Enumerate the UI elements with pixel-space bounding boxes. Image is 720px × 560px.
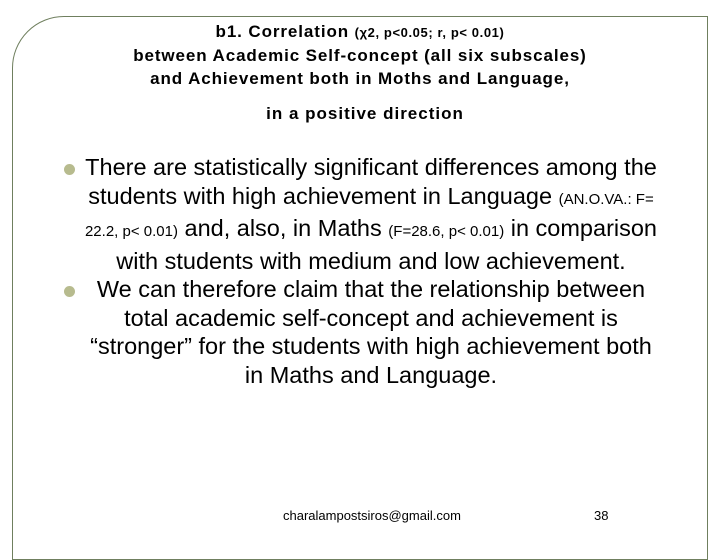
round-bullet-icon [64, 164, 75, 175]
bullet-1-stat-b: (F=28.6, p< 0.01) [388, 223, 505, 240]
title-line-3: and Achievement both in Moths and Language, [150, 69, 570, 88]
slide-content [80, 153, 662, 389]
round-bullet-icon [64, 286, 75, 297]
bullet-1-text-a: There are statistically significant differences among the students with high achievement in Language [85, 154, 657, 209]
title-line-2: between Academic Self-concept (all six subscales) [133, 46, 587, 65]
bullet-1-text-b: and, also, in Maths [177, 215, 389, 241]
title-main: b1. Correlation [215, 22, 350, 41]
slide-title [40, 20, 680, 90]
bullet-1-stat-a: (AN.O.VA.: F= 22.2, p< 0.01) [84, 190, 654, 240]
bullet-item-2 [80, 275, 662, 389]
title-stats: (χ2, p<0.05; r, p< 0.01) [354, 25, 505, 40]
page-number: 38 [594, 508, 609, 523]
footer-email: charalampostsiros@gmail.com [283, 508, 461, 523]
bullet-2-text: We can therefore claim that the relationship between total academic self-concept and achievement is “stronger” for the students with high achievement both in Maths and Language. [90, 276, 652, 388]
bullet-item-1 [80, 153, 662, 275]
slide-subtitle: in a positive direction [266, 104, 464, 123]
title-line-1 [40, 20, 680, 44]
bullet-1-text-c: in comparison with students with medium and low achievement. [116, 215, 658, 274]
